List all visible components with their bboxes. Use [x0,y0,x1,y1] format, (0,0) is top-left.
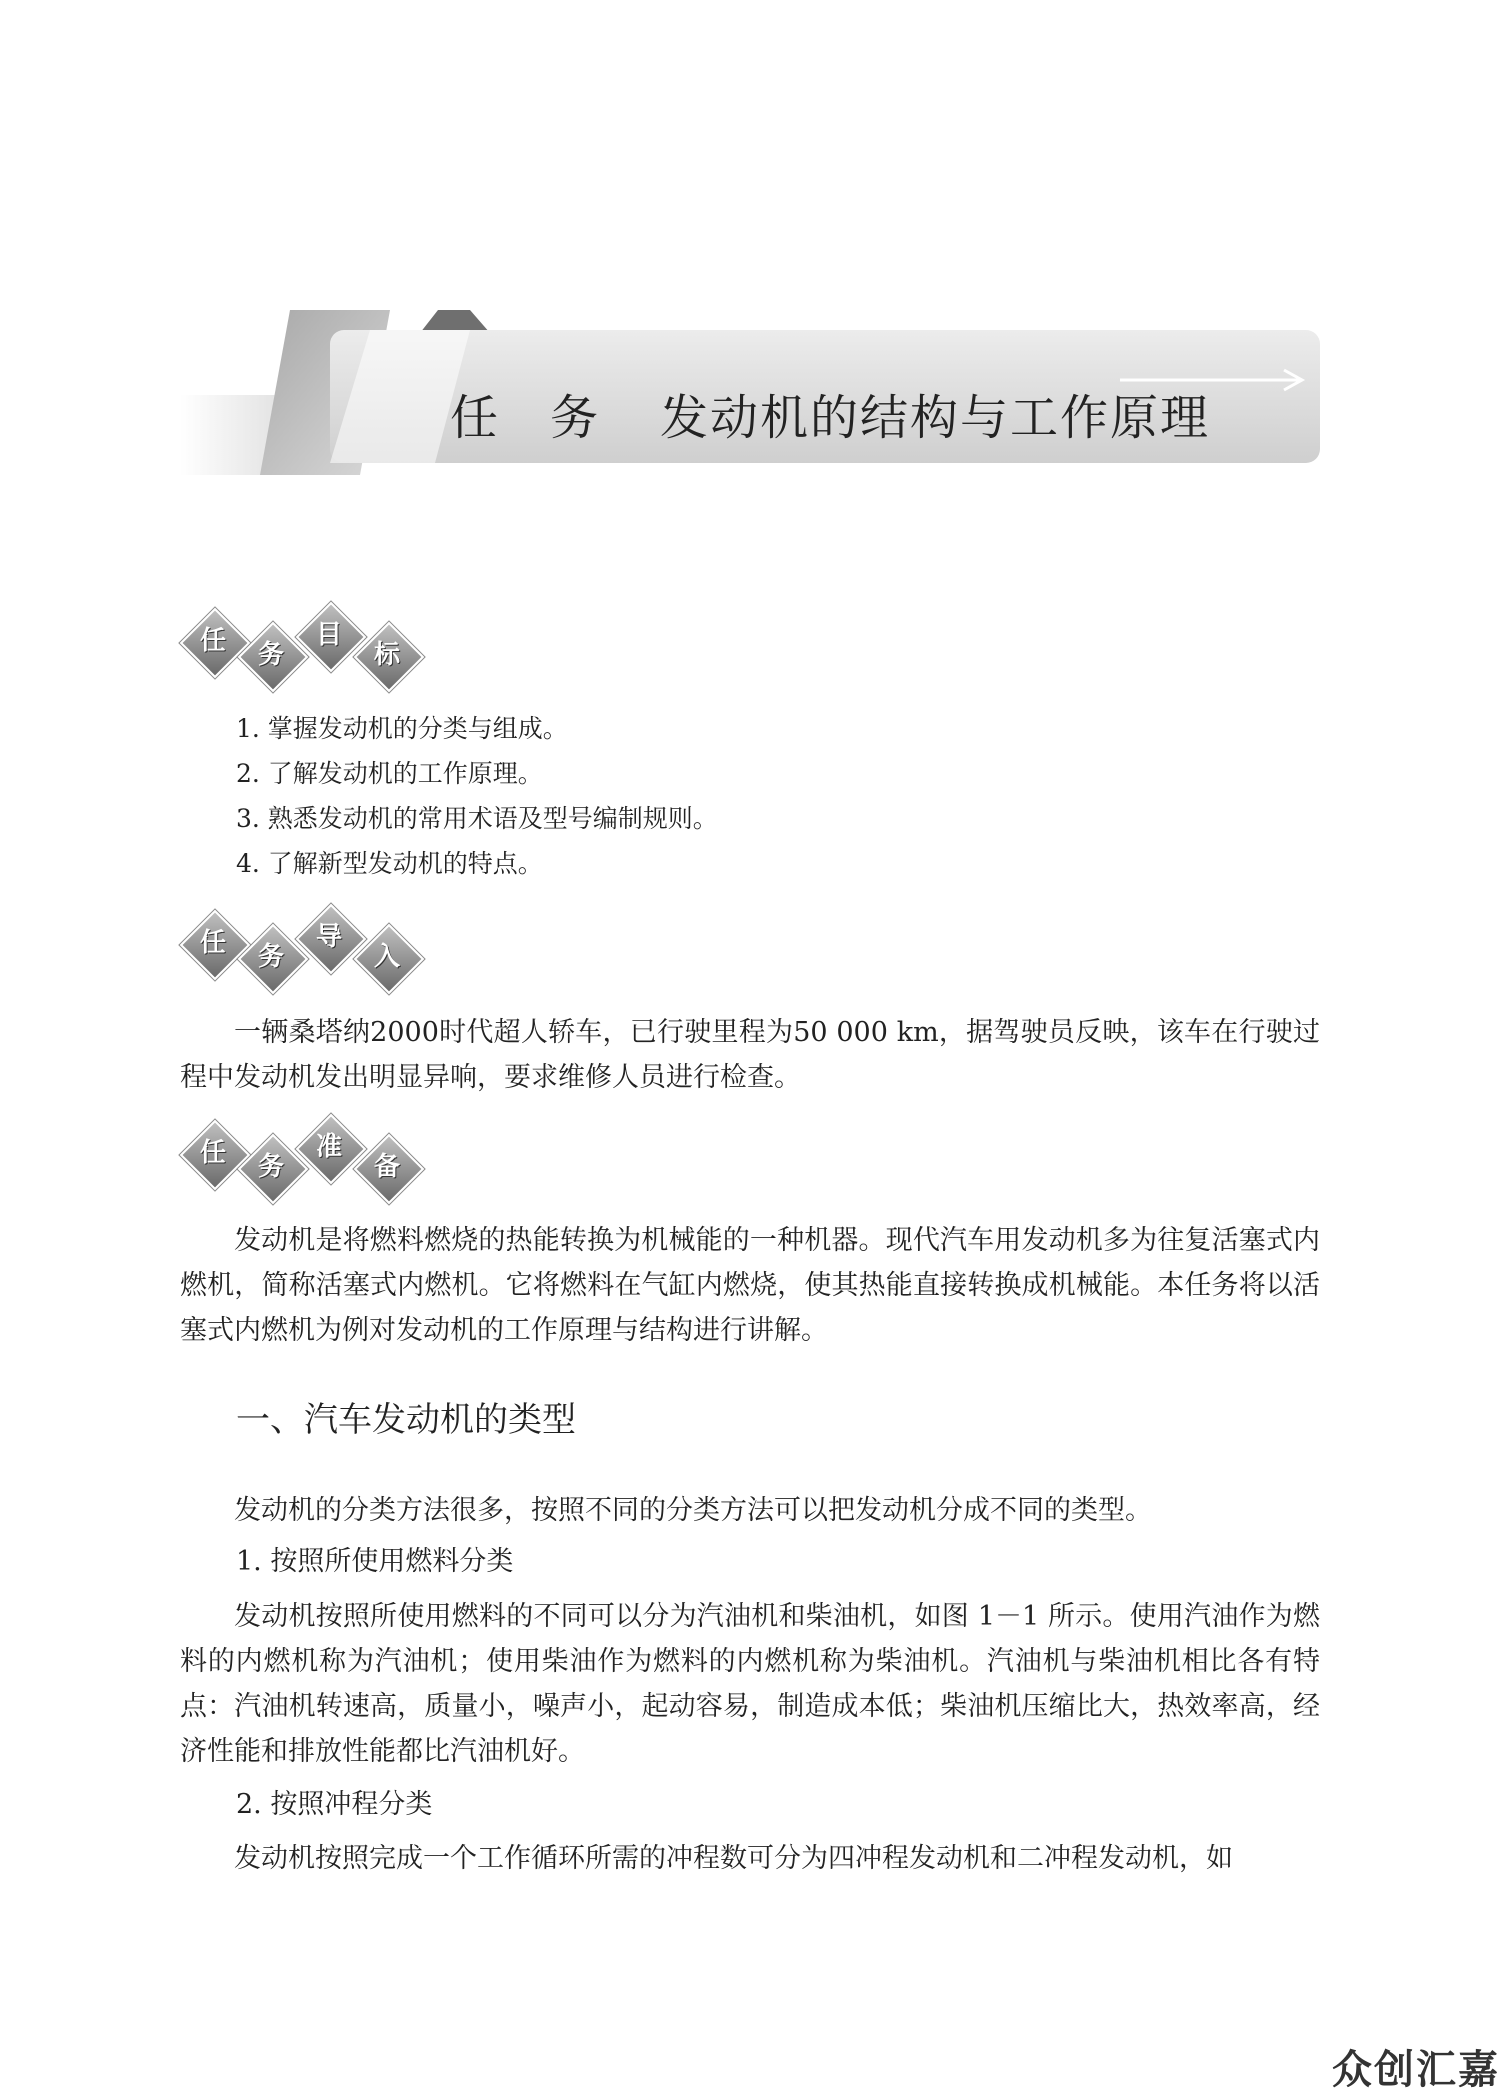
badge-char: 入 [373,942,400,972]
badge-char: 标 [373,640,400,670]
badge-char: 导 [315,922,342,952]
badge-char: 准 [315,1132,342,1162]
stroke-classification-paragraph: 发动机按照完成一个工作循环所需的冲程数可分为四冲程发动机和二冲程发动机，如 [234,1843,1233,1874]
task-label-char-2: 务 [550,390,601,446]
objective-item: 4. 了解新型发动机的特点。 [236,849,543,878]
section-heading: 一、汽车发动机的类型 [236,1400,576,1440]
objective-item: 1. 掌握发动机的分类与组成。 [236,714,568,743]
objective-item: 2. 了解发动机的工作原理。 [236,759,543,788]
watermark-logo: 众创汇嘉 [1332,2047,1500,2093]
intro-paragraph: 一辆桑塔纳2000时代超人轿车，已行驶里程为50 000 km，据驾驶员反映，该车在行驶过程中发动机发出明显异响，要求维修人员进行检查。 [180,1017,1320,1093]
objectives-badge [180,608,430,688]
prep-badge [180,1120,430,1200]
badge-char: 目 [315,620,342,650]
task-title-banner [180,300,1320,480]
task-title [450,378,1320,458]
task-label-char-1: 任 [450,390,501,446]
objective-item: 3. 熟悉发动机的常用术语及型号编制规则。 [236,804,718,833]
badge-char: 任 [199,1138,226,1168]
intro-badge [180,910,430,990]
subsection-title: 1. 按照所使用燃料分类 [236,1546,514,1577]
task-title-text: 发动机的结构与工作原理 [660,390,1211,446]
prep-paragraph: 发动机是将燃料燃烧的热能转换为机械能的一种机器。现代汽车用发动机多为往复活塞式内燃机，简称活塞式内燃机。它将燃料在气缸内燃烧，使其热能直接转换成机械能。本任务将以活塞式内燃机为例对发动机的工作原理与结构进行讲解。 [180,1225,1320,1346]
badge-char: 务 [257,1152,284,1182]
badge-char: 任 [199,626,226,656]
badge-char: 备 [373,1152,400,1182]
subsection-title: 2. 按照冲程分类 [236,1789,433,1820]
badge-char: 任 [199,928,226,958]
fuel-classification-paragraph: 发动机按照所使用燃料的不同可以分为汽油机和柴油机，如图 1－1 所示。使用汽油作为燃料的内燃机称为汽油机；使用柴油作为燃料的内燃机称为柴油机。汽油机与柴油机相比各有特点：汽油机转速高，质量小，噪声小，起动容易，制造成本低；柴油机压缩比大，热效率高，经济性能和排放性能都比汽油机好。 [180,1601,1320,1767]
badge-char: 务 [257,640,284,670]
section-intro-paragraph: 发动机的分类方法很多，按照不同的分类方法可以把发动机分成不同的类型。 [234,1495,1152,1526]
badge-char: 务 [257,942,284,972]
